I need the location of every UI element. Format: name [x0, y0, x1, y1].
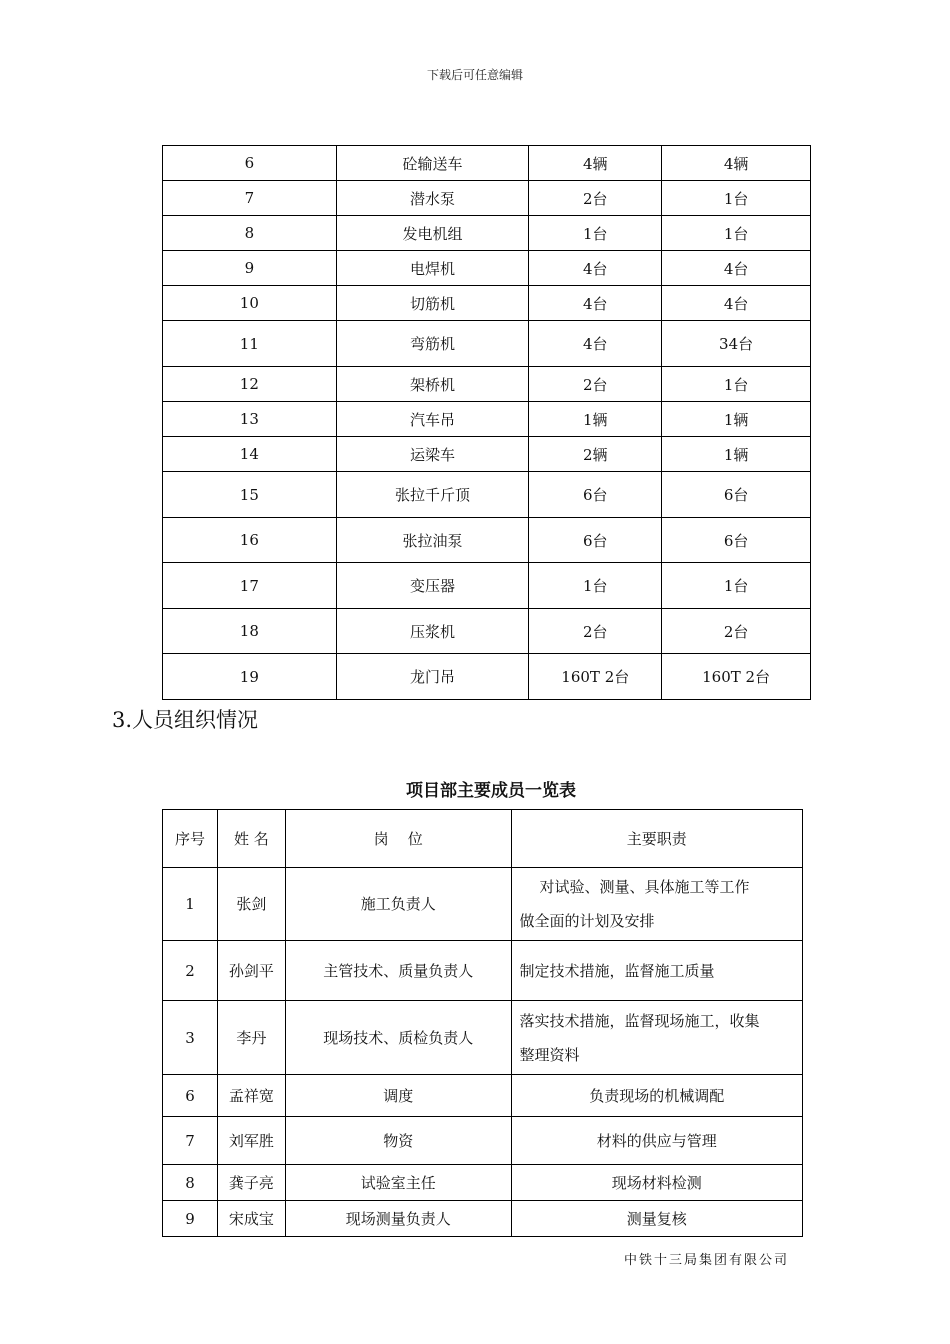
table-row	[163, 1165, 803, 1201]
staff-name: 张剑	[217, 868, 285, 941]
equipment-no: 16	[163, 518, 337, 563]
equipment-name: 电焊机	[336, 251, 529, 286]
equipment-name: 发电机组	[336, 216, 529, 251]
footer-company: 中铁十三局集团有限公司	[624, 1253, 790, 1268]
staff-no: 3	[163, 1001, 218, 1075]
equipment-no: 6	[163, 146, 337, 181]
equipment-name: 砼输送车	[336, 146, 529, 181]
equipment-no: 12	[163, 367, 337, 402]
staff-duty: 负责现场的机械调配	[511, 1075, 802, 1117]
equipment-no: 15	[163, 472, 337, 518]
staff-name: 龚子亮	[217, 1165, 285, 1201]
equipment-planned: 2台	[529, 181, 662, 216]
table-row	[163, 146, 811, 181]
staff-name: 李丹	[217, 1001, 285, 1075]
equipment-name: 压浆机	[336, 609, 529, 654]
equipment-name: 运梁车	[336, 437, 529, 472]
equipment-name: 张拉千斤顶	[336, 472, 529, 518]
equipment-no: 11	[163, 321, 337, 367]
equipment-actual: 160T 2台	[662, 654, 811, 700]
equipment-no: 14	[163, 437, 337, 472]
table-row	[163, 654, 811, 700]
table-row	[163, 609, 811, 654]
equipment-actual: 4台	[662, 286, 811, 321]
equipment-no: 9	[163, 251, 337, 286]
equipment-no: 18	[163, 609, 337, 654]
equipment-no: 8	[163, 216, 337, 251]
equipment-planned: 160T 2台	[529, 654, 662, 700]
staff-name: 宋成宝	[217, 1201, 285, 1237]
staff-no: 9	[163, 1201, 218, 1237]
equipment-name: 变压器	[336, 563, 529, 609]
equipment-planned: 1辆	[529, 402, 662, 437]
equipment-actual: 2台	[662, 609, 811, 654]
equipment-name: 切筋机	[336, 286, 529, 321]
table-row	[163, 437, 811, 472]
equipment-table	[162, 145, 811, 700]
equipment-actual: 4辆	[662, 146, 811, 181]
staff-no: 7	[163, 1117, 218, 1165]
staff-duty-line: 对试验、测量、具体施工等工作	[539, 878, 750, 896]
table-row	[163, 941, 803, 1001]
equipment-planned: 2台	[529, 367, 662, 402]
table-row	[163, 868, 803, 941]
table-row	[163, 518, 811, 563]
header-note: 下载后可任意编辑	[426, 68, 523, 82]
staff-duty: 现场材料检测	[511, 1165, 802, 1201]
table-row	[163, 286, 811, 321]
header-duty: 主要职责	[511, 810, 802, 868]
equipment-actual: 1台	[662, 367, 811, 402]
staff-no: 6	[163, 1075, 218, 1117]
staff-duty-line: 落实技术措施，监督现场施工，收集	[519, 1011, 760, 1030]
equipment-actual: 1台	[662, 563, 811, 609]
table-row	[163, 472, 811, 518]
equipment-no: 13	[163, 402, 337, 437]
equipment-no: 10	[163, 286, 337, 321]
equipment-planned: 1台	[529, 216, 662, 251]
staff-duty: 测量复核	[511, 1201, 802, 1237]
equipment-planned: 6台	[529, 472, 662, 518]
staff-name: 孙剑平	[217, 941, 285, 1001]
equipment-no: 19	[163, 654, 337, 700]
header-name: 姓 名	[217, 810, 285, 868]
staff-post: 主管技术、质量负责人	[285, 941, 511, 1001]
staff-no: 2	[163, 941, 218, 1001]
table-row	[163, 563, 811, 609]
table-row	[163, 251, 811, 286]
staff-post: 施工负责人	[285, 868, 511, 941]
table-row	[163, 1001, 803, 1075]
staff-name: 孟祥宽	[217, 1075, 285, 1117]
equipment-name: 汽车吊	[336, 402, 529, 437]
staff-duty	[511, 868, 802, 941]
staff-post: 试验室主任	[285, 1165, 511, 1201]
equipment-actual: 1台	[662, 216, 811, 251]
staff-duty: 制定技术措施，监督施工质量	[511, 941, 802, 1001]
equipment-actual: 6台	[662, 518, 811, 563]
staff-post: 物资	[285, 1117, 511, 1165]
staff-name: 刘军胜	[217, 1117, 285, 1165]
staff-table-title: 项目部主要成员一览表	[406, 781, 576, 801]
table-row	[163, 216, 811, 251]
staff-no: 1	[163, 868, 218, 941]
staff-duty-line: 做全面的计划及安排	[519, 912, 655, 930]
header-post: 岗 位	[285, 810, 511, 868]
equipment-name: 龙门吊	[336, 654, 529, 700]
staff-post: 调度	[285, 1075, 511, 1117]
equipment-planned: 4辆	[529, 146, 662, 181]
equipment-planned: 4台	[529, 321, 662, 367]
equipment-name: 弯筋机	[336, 321, 529, 367]
equipment-actual: 1辆	[662, 402, 811, 437]
staff-post: 现场技术、质检负责人	[285, 1001, 511, 1075]
table-header-row	[163, 810, 803, 868]
table-row	[163, 321, 811, 367]
equipment-actual: 34台	[662, 321, 811, 367]
equipment-planned: 2辆	[529, 437, 662, 472]
equipment-no: 17	[163, 563, 337, 609]
table-row	[163, 1117, 803, 1165]
table-row	[163, 1201, 803, 1237]
staff-duty	[511, 1001, 802, 1075]
section-heading: 3.人员组织情况	[112, 708, 259, 732]
equipment-name: 架桥机	[336, 367, 529, 402]
table-row	[163, 367, 811, 402]
equipment-planned: 2台	[529, 609, 662, 654]
equipment-planned: 4台	[529, 286, 662, 321]
equipment-name: 张拉油泵	[336, 518, 529, 563]
table-row	[163, 402, 811, 437]
equipment-planned: 4台	[529, 251, 662, 286]
equipment-planned: 1台	[529, 563, 662, 609]
table-row	[163, 181, 811, 216]
staff-post: 现场测量负责人	[285, 1201, 511, 1237]
staff-table	[162, 809, 803, 1237]
equipment-actual: 1辆	[662, 437, 811, 472]
staff-duty: 材料的供应与管理	[511, 1117, 802, 1165]
equipment-name: 潜水泵	[336, 181, 529, 216]
equipment-planned: 6台	[529, 518, 662, 563]
equipment-no: 7	[163, 181, 337, 216]
equipment-actual: 6台	[662, 472, 811, 518]
staff-duty-line: 整理资料	[519, 1045, 580, 1064]
equipment-actual: 1台	[662, 181, 811, 216]
staff-no: 8	[163, 1165, 218, 1201]
table-row	[163, 1075, 803, 1117]
equipment-actual: 4台	[662, 251, 811, 286]
header-no: 序号	[163, 810, 218, 868]
